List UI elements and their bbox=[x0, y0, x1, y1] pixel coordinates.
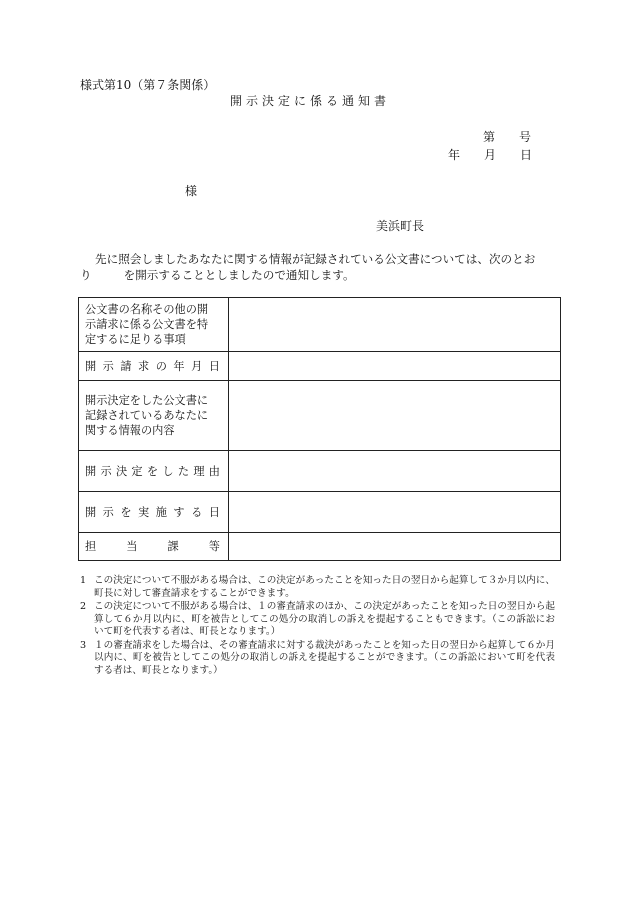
notice-line-2-end: を開示することとしましたので通知します。 bbox=[123, 268, 355, 282]
row-value bbox=[229, 381, 561, 451]
notes-section bbox=[80, 575, 555, 678]
row-value bbox=[229, 533, 561, 561]
table-row bbox=[79, 492, 561, 533]
table-row bbox=[79, 298, 561, 352]
note-number: 1 bbox=[80, 575, 87, 586]
row-value bbox=[229, 492, 561, 533]
note-item bbox=[80, 575, 555, 600]
note-item bbox=[80, 601, 555, 639]
note-text: この決定について不服がある場合は、この決定があったことを知った日の翌日から起算して３か月以内に、町長に対して審査請求をすることができます。 bbox=[94, 575, 555, 599]
row-label: 担当課等 bbox=[79, 533, 229, 561]
note-text: １の審査請求をした場合は、その審査請求に対する裁決があったことを知った日の翌日から起算して６か月以内に、町を被告としてこの処分の取消しの訴えを提起することができます。（この訴訟において町を代表する者は、町長となります。） bbox=[94, 639, 555, 676]
document-number: 第 号 bbox=[483, 130, 532, 144]
row-label: 公文書の名称その他の開 示請求に係る公文書を特 定するに足りる事項 bbox=[79, 298, 229, 352]
addressee: 様 bbox=[185, 184, 198, 198]
form-number: 様式第10（第７条関係） bbox=[80, 78, 216, 92]
table-row bbox=[79, 352, 561, 381]
row-value bbox=[229, 298, 561, 352]
row-label: 開示請求の年月日 bbox=[79, 352, 229, 381]
row-label: 開示決定をした公文書に 記録されているあなたに 関する情報の内容 bbox=[79, 381, 229, 451]
table-row bbox=[79, 451, 561, 492]
notice-paragraph-line-1: 先に照会しましたあなたに関する情報が記録されている公文書については、次のとお bbox=[95, 252, 536, 266]
table-row bbox=[79, 533, 561, 561]
document-title: 開示決定に係る通知書 bbox=[230, 94, 391, 108]
row-label: 開示決定をした理由 bbox=[79, 451, 229, 492]
disclosure-info-table bbox=[78, 297, 561, 561]
note-text: この決定について不服がある場合は、１の審査請求のほか、この決定があったことを知った日の翌日から起算して６か月以内に、町を被告としてこの処分の取消しの訴えを提起することもできます。（この訴訟において町を代表する者は、町長となります。） bbox=[94, 601, 555, 637]
row-label: 開示を実施する日 bbox=[79, 492, 229, 533]
note-item bbox=[80, 640, 555, 678]
sender: 美浜町長 bbox=[376, 219, 425, 233]
row-value bbox=[229, 352, 561, 381]
note-number: 2 bbox=[80, 601, 87, 612]
table-row bbox=[79, 381, 561, 451]
row-value bbox=[229, 451, 561, 492]
notice-paragraph-line-2 bbox=[80, 267, 355, 283]
note-number: 3 bbox=[80, 639, 87, 651]
document-date: 年 月 日 bbox=[448, 148, 533, 162]
notice-line-2-start: り bbox=[80, 268, 92, 282]
